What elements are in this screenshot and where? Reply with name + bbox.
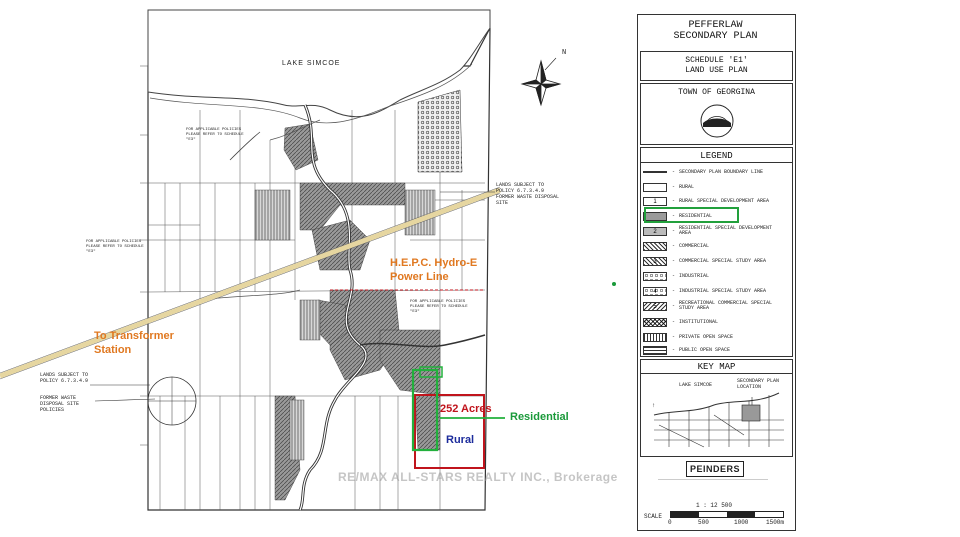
legend-item-boundary: - SECONDARY PLAN BOUNDARY LINE [643,166,785,178]
scale-ratio: 1 : 12 500 [696,502,733,509]
legend-item-industrial-special: 4 - INDUSTRIAL SPECIAL STUDY AREA [643,285,785,297]
commercial-special-swatch: 3 [643,257,667,266]
town-box [640,83,793,145]
policy-note-1: FOR APPLICABLE POLICIES PLEASE REFER TO SCHEDULE "E3" [186,128,244,142]
transformer-label-line2: Station [94,344,132,356]
legend-label: RURAL SPECIAL DEVELOPMENT AREA [679,197,770,204]
private-open-space-swatch [643,333,667,342]
legend-item-rural: - RURAL [643,181,785,193]
industrial-swatch [643,272,667,281]
scale-bar [670,511,784,518]
town-seal-icon [697,103,737,139]
recreational-swatch: 5 [643,302,667,311]
lands-subject-left: LANDS SUBJECT TO POLICY 6.7.3.4.9 [40,372,89,384]
legend-label: RESIDENTIAL SPECIAL DEVELOPMENT AREA [679,225,773,236]
north-arrow-icon [522,58,560,105]
legend-item-commercial: - COMMERCIAL [643,240,785,252]
policy-note-3: FOR APPLICABLE POLICIES PLEASE REFER TO SCHEDULE "E3" [410,300,468,314]
scale-tick-0: 0 [668,519,672,526]
policy-note-2: FOR APPLICABLE POLICIES PLEASE REFER TO SCHEDULE "E3" [86,240,144,254]
schedule-line2: LAND USE PLAN [685,66,748,75]
legend-item-industrial: - INDUSTRIAL [643,270,785,282]
industrial-special-swatch: 4 [643,287,667,296]
green-dot-marker [612,282,616,286]
legend-label: SECONDARY PLAN BOUNDARY LINE [679,168,764,175]
public-open-space-swatch [643,346,667,355]
svg-text:↑: ↑ [652,403,655,409]
consultant-name: PEINDERS [689,464,740,474]
schedule-box [640,51,793,81]
legend-box [640,147,793,357]
boundary-line-swatch [643,171,667,173]
watermark: RE/MAX ALL-STARS REALTY INC., Brokerage [338,470,618,484]
legend-item-private-open-space: - PRIVATE OPEN SPACE [643,331,785,343]
lake-simcoe-label: LAKE SIMCOE [282,60,341,67]
scale-tick-500: 500 [698,519,709,526]
legend-label: PUBLIC OPEN SPACE [679,346,731,353]
key-map-plan-label: SECONDARY PLAN LOCATION [737,378,780,390]
consultant-box [640,459,791,527]
residential-annotation: Residential [510,411,569,423]
scale-tick-1000: 1000 [734,519,749,526]
north-label: N [562,49,567,57]
legend-label: RECREATIONAL COMMERCIAL SPECIAL STUDY AREA [679,300,773,311]
hepc-label-line1: H.E.P.C. Hydro-E [390,257,478,269]
plan-title-line1: PEFFERLAW [688,20,743,31]
key-map-box [640,359,793,457]
transformer-label-line1: To Transformer [94,330,174,342]
plan-title-box [640,17,791,47]
legend-item-recreational: 5 - RECREATIONAL COMMERCIAL SPECIAL STUDY AREA [643,300,785,312]
legend-heading: LEGEND [700,151,733,161]
plan-title-line2: SECONDARY PLAN [673,31,758,42]
legend-label: PRIVATE OPEN SPACE [679,333,734,340]
rural-annotation: Rural [446,434,475,446]
key-map-lake-label: LAKE SIMCOE [679,382,713,388]
scale-tick-1500: 1500m [766,519,785,526]
commercial-swatch [643,242,667,251]
residential-highlight [644,207,739,223]
key-map-heading: KEY MAP [697,362,736,372]
scale-label: SCALE [644,513,663,520]
legend-label: COMMERCIAL SPECIAL STUDY AREA [679,257,767,264]
legend-item-residential-special: 2 - RESIDENTIAL SPECIAL DEVELOPMENT AREA [643,225,785,237]
residential-special-swatch: 2 [643,227,667,236]
legend-item-institutional: - INSTITUTIONAL [643,316,785,328]
rural-swatch [643,183,667,192]
lands-subject-right: LANDS SUBJECT TO POLICY 6.7.3.4.9 FORMER WASTE DISPOSAL SITE [496,182,560,206]
former-waste-left: FORMER WASTE DISPOSAL SITE POLICIES [40,395,80,413]
legend-item-public-open-space: - PUBLIC OPEN SPACE [643,344,785,356]
consultant-logo [686,461,744,477]
town-name: TOWN OF GEORGINA [678,88,755,97]
legend-label: RESIDENTIAL [679,212,713,219]
acres-label: 252 Acres [440,403,492,415]
legend-item-residential: - RESIDENTIAL [643,210,785,222]
legend-panel [637,14,796,531]
legend-label: COMMERCIAL [679,242,710,249]
legend-label: INDUSTRIAL SPECIAL STUDY AREA [679,287,767,294]
legend-item-commercial-special: 3 - COMMERCIAL SPECIAL STUDY AREA [643,255,785,267]
legend-label: INSTITUTIONAL [679,318,719,325]
rural-special-swatch: 1 [643,197,667,206]
legend-label: INDUSTRIAL [679,272,710,279]
legend-label: RURAL [679,183,695,190]
schedule-line1: SCHEDULE 'E1' [685,56,748,65]
hepc-label-line2: Power Line [390,271,449,283]
legend-item-rural-special: 1 - RURAL SPECIAL DEVELOPMENT AREA [643,195,785,207]
institutional-swatch [643,318,667,327]
